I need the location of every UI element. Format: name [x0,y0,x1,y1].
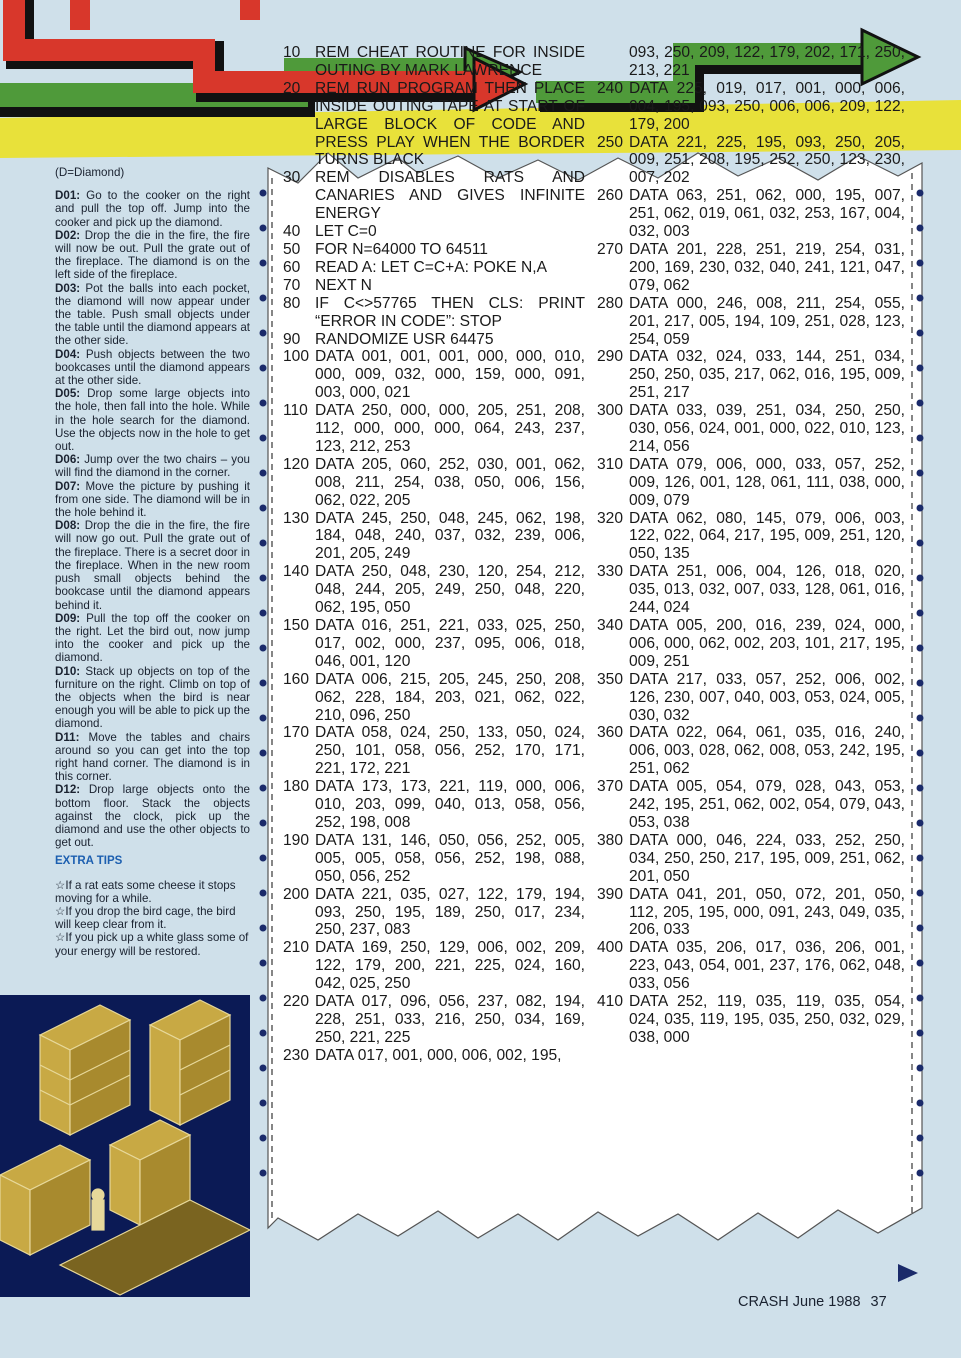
listing-line [283,1047,585,1065]
listing-line [283,348,585,402]
line-number: 100 [283,348,310,366]
line-number: 80 [283,294,301,312]
listing-line [597,44,905,80]
listing-line [597,402,905,456]
extra-tip-item: ☆If you drop the bird cage, the bird will keep clear from it. [55,904,236,932]
line-number: 220 [283,993,310,1011]
line-number: 180 [283,778,310,796]
line-code: DATA 251, 006, 004, 126, 018, 020, 035, 013, 032, 007, 033, 128, 061, 016, 244, 024 [629,563,905,617]
line-number: 290 [597,348,624,366]
tip-code: D10: [55,664,81,678]
tip-code: D12: [55,783,81,797]
listing-line [283,169,585,223]
tip-item [55,282,250,348]
tip-code: D01: [55,189,81,203]
line-code: DATA 035, 206, 017, 036, 206, 001, 223, 043, 054, 001, 237, 176, 062, 048, 033, 056 [629,939,905,993]
line-number: 240 [597,79,624,97]
listing-line [283,510,585,564]
line-code: DATA 079, 006, 000, 033, 057, 252, 009, 126, 001, 128, 061, 111, 038, 000, 009, 079 [629,455,905,509]
line-code: DATA 250, 048, 230, 120, 254, 212, 048, 244, 205, 249, 250, 048, 220, 062, 195, 050 [315,563,585,617]
tip-text: Pot the balls into each pocket, the diamond will now appear under the table. Push small objects under the table until the diamond appears at the other side. [55,281,250,348]
line-number: 120 [283,455,310,473]
tip-text: Pull the top off the cooker on the right. Let the bird out, now jump into the cooker and pick up the diamond. [55,611,250,665]
line-number: 200 [283,885,310,903]
line-code: DATA 221, 225, 195, 093, 250, 205, 009, 251, 208, 195, 252, 250, 123, 230, 007, 202 [629,133,905,187]
listing-column-left [283,44,585,1065]
tip-item [55,731,250,784]
line-number: 370 [597,778,624,796]
line-code: DATA 225, 019, 017, 001, 000, 006, 004, 195, 093, 250, 006, 006, 209, 122, 179, 200 [629,79,905,133]
line-number [597,44,629,80]
line-code: REM RUN PROGRAM THEN PLACE INSIDE OUTING TAPE AT START OF LARGE BLOCK OF CODE AND PRESS PLAY WHEN THE BORDER TURNS BLACK [315,79,585,169]
line-code: DATA 221, 035, 027, 122, 179, 194, 093, 250, 195, 189, 250, 017, 234, 250, 237, 083 [315,885,585,939]
line-number: 60 [283,258,301,276]
extra-tip-item: ☆If a rat eats some cheese it stops moving for a while. [55,878,236,905]
line-code: RANDOMIZE USR 64475 [315,330,494,348]
line-number: 280 [597,294,624,312]
extra-tips-heading: EXTRA TIPS [55,855,123,868]
line-code: REM CHEAT ROUTINE FOR INSIDE OUTING BY MARK LAWRENCE [315,44,585,79]
tip-list [55,189,250,849]
listing-line [597,295,905,349]
line-code: DATA 217, 033, 057, 252, 006, 002, 126, 230, 007, 040, 003, 053, 024, 005, 030, 032 [629,670,905,724]
tip-item [55,348,250,388]
line-code: DATA 245, 250, 048, 245, 062, 198, 184, 048, 240, 037, 032, 239, 006, 201, 205, 249 [315,509,585,563]
tip-code: D04: [55,347,81,361]
extra-tips-list [55,879,250,958]
line-code: DATA 005, 200, 016, 239, 024, 000, 006, 000, 062, 002, 203, 101, 217, 195, 009, 251 [629,617,905,670]
page-number: 37 [870,1294,887,1310]
line-number: 360 [597,724,624,742]
page-footer [738,1294,887,1310]
line-number: 40 [283,223,301,241]
line-number: 330 [597,563,624,581]
listing-line [597,241,905,295]
listing-line [597,993,905,1047]
line-code: DATA 250, 000, 000, 205, 251, 208, 112, 000, 000, 000, 064, 243, 237, 123, 212, 253 [315,402,585,455]
listing-line [597,80,905,134]
listing-line [283,331,585,349]
listing-line [283,724,585,778]
line-code: DATA 033, 039, 251, 034, 250, 250, 030, 056, 024, 001, 000, 022, 010, 123, 214, 056 [629,402,905,455]
tip-item [55,480,250,520]
line-number: 160 [283,670,310,688]
tip-item [55,229,250,282]
line-number: 170 [283,724,310,742]
line-code: DATA 000, 246, 008, 211, 254, 055, 201, 217, 005, 194, 109, 251, 028, 123, 254, 059 [629,294,905,348]
listing-line [597,724,905,778]
line-code: DATA 000, 046, 224, 033, 252, 250, 034, 250, 250, 217, 195, 009, 251, 062, 201, 050 [629,831,905,885]
tip-text: Jump over the two chairs – you will find the diamond in the corner. [55,453,250,480]
line-number: 150 [283,617,310,634]
legend-note: (D=Diamond) [55,166,125,179]
line-number: 340 [597,617,624,634]
listing-line [283,241,585,259]
tip-code: D05: [55,387,81,401]
line-number: 400 [597,939,624,957]
line-code: DATA 063, 251, 062, 000, 195, 007, 251, 062, 019, 061, 032, 253, 167, 004, 032, 003 [629,187,905,241]
line-code: LET C=0 [315,223,377,241]
line-code: DATA 169, 250, 129, 006, 002, 209, 122, 179, 200, 221, 225, 024, 160, 042, 025, 250 [315,939,585,993]
listing-line [283,80,585,170]
line-number: 130 [283,509,310,527]
listing-line [597,939,905,993]
line-code: IF C<>57765 THEN CLS: PRINT “ERROR IN CODE”: STOP [315,294,585,330]
tip-text: Move the tables and chairs around so you can get into the top right hand corner. The diamond is in this corner. [55,730,250,784]
line-code: DATA 062, 080, 145, 079, 006, 003, 122, 022, 064, 217, 195, 009, 251, 120, 050, 135 [629,509,905,563]
line-number: 10 [283,44,301,61]
line-code: DATA 058, 024, 250, 133, 050, 024, 250, 101, 058, 056, 252, 170, 171, 221, 172, 221 [315,724,585,778]
listing-line [597,886,905,940]
line-number: 20 [283,79,301,97]
listing-line [597,617,905,671]
line-code: NEXT N [315,276,372,294]
tip-code: D08: [55,519,81,533]
tip-code: D06: [55,453,81,467]
listing-line [597,778,905,832]
line-number: 110 [283,402,308,420]
listing-column-right [597,44,905,1047]
tip-item [55,453,250,479]
line-number: 270 [597,240,624,258]
line-number: 230 [283,1046,310,1064]
listing-line [283,617,585,671]
line-number: 50 [283,240,301,258]
line-number: 260 [597,187,624,205]
line-number: 70 [283,276,301,294]
listing-line [283,832,585,886]
footer-issue: CRASH June 1988 [738,1294,861,1310]
line-number: 250 [597,133,624,151]
listing-line [597,832,905,886]
listing-line [283,259,585,277]
listing-line [283,993,585,1047]
listing-line [597,134,905,188]
tip-item [55,519,250,611]
listing-line [283,295,585,331]
line-code: DATA 022, 064, 061, 035, 016, 240, 006, 003, 028, 062, 008, 053, 242, 195, 251, 062 [629,724,905,778]
line-number: 300 [597,402,624,420]
listing-line [283,563,585,617]
tip-text: Drop the die in the fire, the fire will now go out. Pull the grate out of the fireplace. There is a secret door in the fireplace. When in the new room push small objects behind the bookcase until the diamond appears behind it. [55,519,250,612]
listing-line [283,886,585,940]
tip-code: D02: [55,228,81,242]
line-code: DATA 017, 096, 056, 237, 082, 194, 228, 251, 033, 216, 250, 034, 169, 250, 221, 225 [315,993,585,1046]
line-number: 320 [597,509,624,527]
line-number: 410 [597,993,624,1011]
line-number: 380 [597,831,624,849]
listing-line [283,223,585,241]
line-code: DATA 017, 001, 000, 006, 002, 195, [315,1046,562,1064]
listing-line [597,671,905,725]
listing-line [597,187,905,241]
listing-line [283,402,585,456]
line-number: 90 [283,330,301,348]
listing-line [597,563,905,617]
tip-text: Drop some large objects into the hole, then fall into the hole. While in the hole search for the diamond. Use the objects now in the hole to get out. [55,387,250,454]
tip-item [55,189,250,229]
tip-text: Drop the die in the fire, the fire will now be out. Pull the grate out of the fireplace. The diamond is on the left side of the fireplace. [55,228,250,282]
listing-line [283,671,585,725]
listing-line [597,348,905,402]
tip-text: Stack up objects on top of the furniture on the right. Climb on top of the objects when the bird is near enough you will be able to pick up the diamond. [55,664,250,731]
listing-line [283,778,585,832]
tip-code: D03: [55,281,81,295]
line-code: DATA 173, 173, 221, 119, 000, 006, 010, 203, 099, 040, 013, 058, 056, 252, 198, 008 [315,778,585,831]
line-code: DATA 006, 215, 205, 245, 250, 208, 062, 228, 184, 203, 021, 062, 022, 210, 096, 250 [315,670,585,724]
listing-line [597,456,905,510]
line-number: 390 [597,885,624,903]
line-code: REM DISABLES RATS AND CANARIES AND GIVES INFINITE ENERGY [315,169,585,223]
tip-text: Drop large objects onto the bottom floor. Stack the objects against the clock, pick up the diamond and use the other objects to get out. [55,783,250,850]
tip-code: D11: [55,730,80,744]
line-number: 190 [283,831,310,849]
line-code: DATA 032, 024, 033, 144, 251, 034, 250, 250, 035, 217, 062, 016, 195, 009, 251, 217 [629,348,905,402]
line-number: 350 [597,670,624,688]
line-code: DATA 252, 119, 035, 119, 035, 054, 024, 035, 119, 195, 035, 250, 032, 029, 038, 000 [629,993,905,1046]
tip-text: Go to the cooker on the right and pull the top off. Jump into the cooker and pick up the diamond. [55,189,250,229]
line-code: DATA 005, 054, 079, 028, 043, 053, 242, 195, 251, 062, 002, 054, 079, 043, 053, 038 [629,778,905,831]
extra-tip-item: ☆If you pick up a white glass some of your energy will be restored. [55,931,249,958]
line-number: 310 [597,455,624,473]
tip-code: D09: [55,611,81,625]
tip-item [55,612,250,665]
listing-line [283,277,585,295]
tip-code: D07: [55,479,81,493]
line-code: DATA 131, 146, 050, 056, 252, 005, 005, 005, 058, 056, 252, 198, 088, 050, 056, 252 [315,831,585,885]
line-code: DATA 016, 251, 221, 033, 025, 250, 017, 002, 000, 237, 095, 006, 018, 046, 001, 120 [315,617,585,670]
listing-line [283,939,585,993]
listing-line [283,456,585,510]
line-code: DATA 001, 001, 001, 000, 000, 010, 000, 009, 032, 000, 159, 000, 091, 003, 000, 021 [315,348,585,402]
line-code: DATA 205, 060, 252, 030, 001, 062, 008, 211, 254, 038, 050, 006, 156, 062, 022, 205 [315,455,585,509]
line-number: 210 [283,939,310,957]
line-number: 30 [283,169,301,187]
tip-text: Move the picture by pushing it from one side. The diamond will be in the hole behind it. [55,479,250,520]
listing-line [597,510,905,564]
listing-line [283,44,585,80]
line-code: READ A: LET C=C+A: POKE N,A [315,258,547,276]
line-code: DATA 201, 228, 251, 219, 254, 031, 200, 169, 230, 032, 040, 241, 121, 047, 079, 062 [629,240,905,294]
tip-item [55,665,250,731]
line-code: FOR N=64000 TO 64511 [315,240,488,258]
tip-text: Push objects between the two bookcases until the diamond appears at the other side. [55,347,250,388]
game-illustration [0,995,250,1297]
tip-item [55,387,250,453]
line-code: 093, 250, 209, 122, 179, 202, 171, 250, 213, 221 [629,44,905,79]
line-number: 140 [283,563,310,581]
line-code: DATA 041, 201, 050, 072, 201, 050, 112, 205, 195, 000, 091, 243, 049, 035, 206, 033 [629,885,905,939]
tip-item [55,783,250,849]
continue-arrow-icon [898,1262,920,1284]
solution-tips [55,166,250,958]
